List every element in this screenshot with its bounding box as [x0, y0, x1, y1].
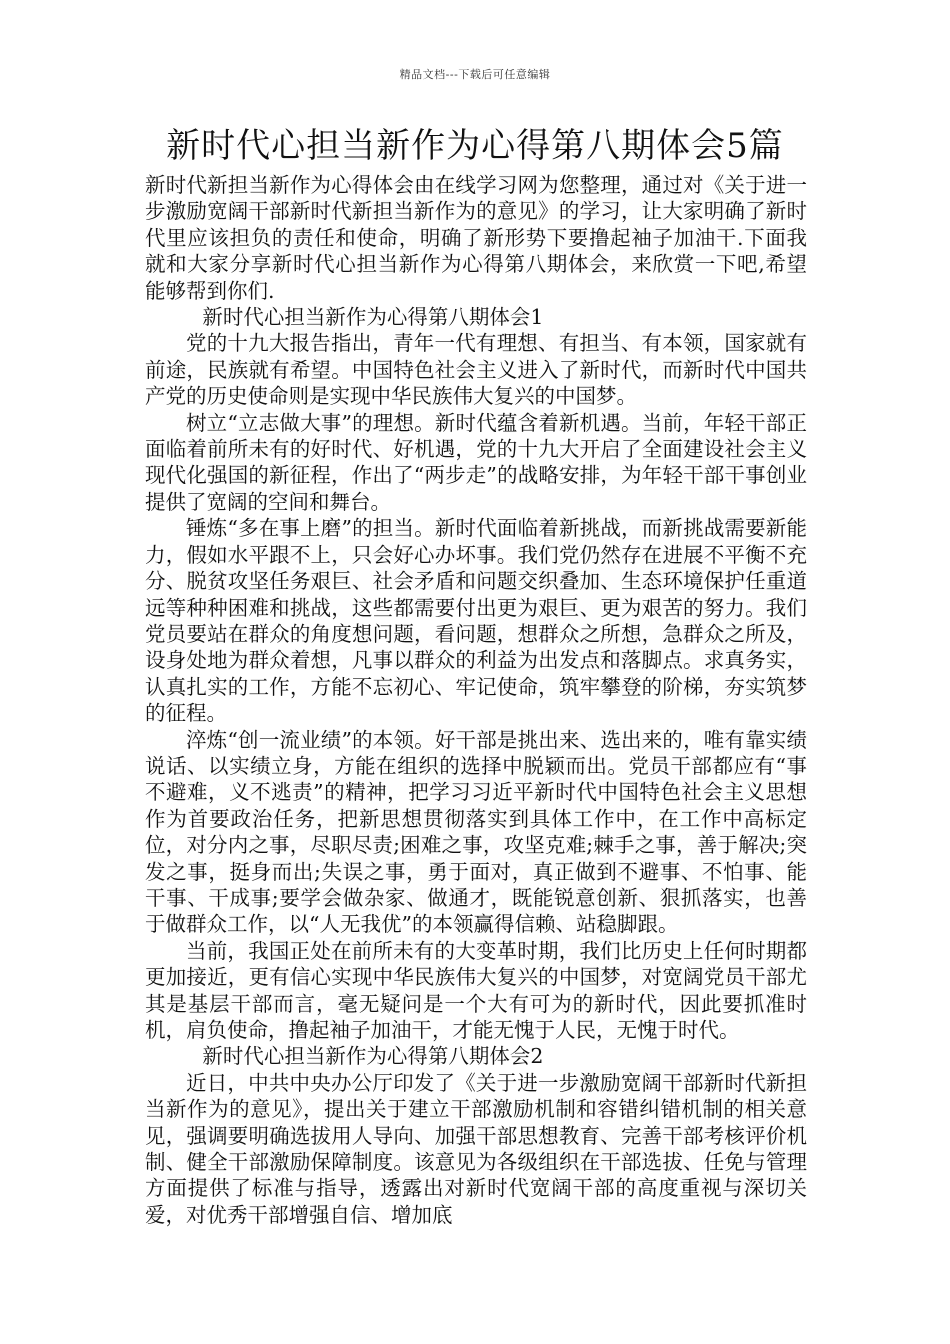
body-paragraph: 近日，中共中央办公厅印发了《关于进一步激励宽阔干部新时代新担当新作为的意见》，提出关于建立干部激励机制和容错纠错机制的相关意见，强调要明确选拔用人导向、加强干部思想教育、完善干部考核评价机制、健全干部激励保障制度。该意见为各级组织在干部选拔、任免与管理方面提供了标准与指导，透露出对新时代宽阔干部的高度重视与深切关爱，对优秀干部增强自信、增加底: [145, 1070, 807, 1227]
body-paragraph: 党的十九大报告指出，青年一代有理想、有担当、有本领，国家就有前途，民族就有希望。中国特色社会主义进入了新时代，而新时代中国共产党的历史使命则是实现中华民族伟大复兴的中国梦。: [145, 331, 807, 409]
document-body: [145, 172, 807, 1228]
intro-paragraph: 新时代新担当新作为心得体会由在线学习网为您整理，通过对《关于进一步激励宽阔干部新时代新担当新作为的意见》的学习，让大家明确了新时代里应该担负的责任和使命，明确了新形势下要撸起袖子加油干.下面我就和大家分享新时代心担当新作为心得第八期体会，来欣赏一下吧,希望能够帮到你们.: [145, 173, 807, 303]
section-heading-2: 新时代心担当新作为心得第八期体会2: [202, 1044, 544, 1069]
body-paragraph: 锤炼“多在事上磨”的担当。新时代面临着新挑战，而新挑战需要新能力，假如水平跟不上，只会好心办坏事。我们党仍然存在进展不平衡不充分、脱贫攻坚任务艰巨、社会矛盾和问题交织叠加、生态环境保护任重道远等种种困难和挑战，这些都需要付出更为艰巨、更为艰苦的努力。我们党员要站在群众的角度想问题，看问题，想群众之所想，急群众之所及，设身处地为群众着想，凡事以群众的利益为出发点和落脚点。求真务实，认真扎实的工作，方能不忘初心、牢记使命，筑牢攀登的阶梯，夯实筑梦的征程。: [145, 516, 807, 726]
body-paragraph: 淬炼“创一流业绩”的本领。好干部是挑出来、选出来的，唯有靠实绩说话、以实绩立身，方能在组织的选择中脱颖而出。党员干部都应有“事不避难，义不逃责”的精神，把学习习近平新时代中国特色社会主义思想作为首要政治任务，把新思想贯彻落实到具体工作中，在工作中高标定位，对分内之事，尽职尽责;困难之事，攻坚克难;棘手之事，善于解决;突发之事，挺身而出;失误之事，勇于面对，真正做到不避事、不怕事、能干事、干成事;要学会做杂家、做通才，既能锐意创新、狠抓落实，也善于做群众工作，以“人无我优”的本领赢得信赖、站稳脚跟。: [145, 727, 807, 937]
page-header-note: 精品文档---下载后可任意编辑: [399, 68, 551, 81]
body-paragraph: 树立“立志做大事”的理想。新时代蕴含着新机遇。当前，年轻干部正面临着前所未有的好时代、好机遇，党的十九大开启了全面建设社会主义现代化强国的新征程，作出了“两步走”的战略安排，为年轻干部干事创业提供了宽阔的空间和舞台。: [145, 410, 807, 514]
section-heading-1: 新时代心担当新作为心得第八期体会1: [202, 305, 544, 330]
body-paragraph: 当前，我国正处在前所未有的大变革时期，我们比历史上任何时期都更加接近，更有信心实现中华民族伟大复兴的中国梦，对宽阔党员干部尤其是基层干部而言，毫无疑问是一个大有可为的新时代，因此要抓准时机，肩负使命，撸起袖子加油干，才能无愧于人民，无愧于时代。: [145, 938, 807, 1042]
document-title: 新时代心担当新作为心得第八期体会5篇: [166, 126, 784, 166]
